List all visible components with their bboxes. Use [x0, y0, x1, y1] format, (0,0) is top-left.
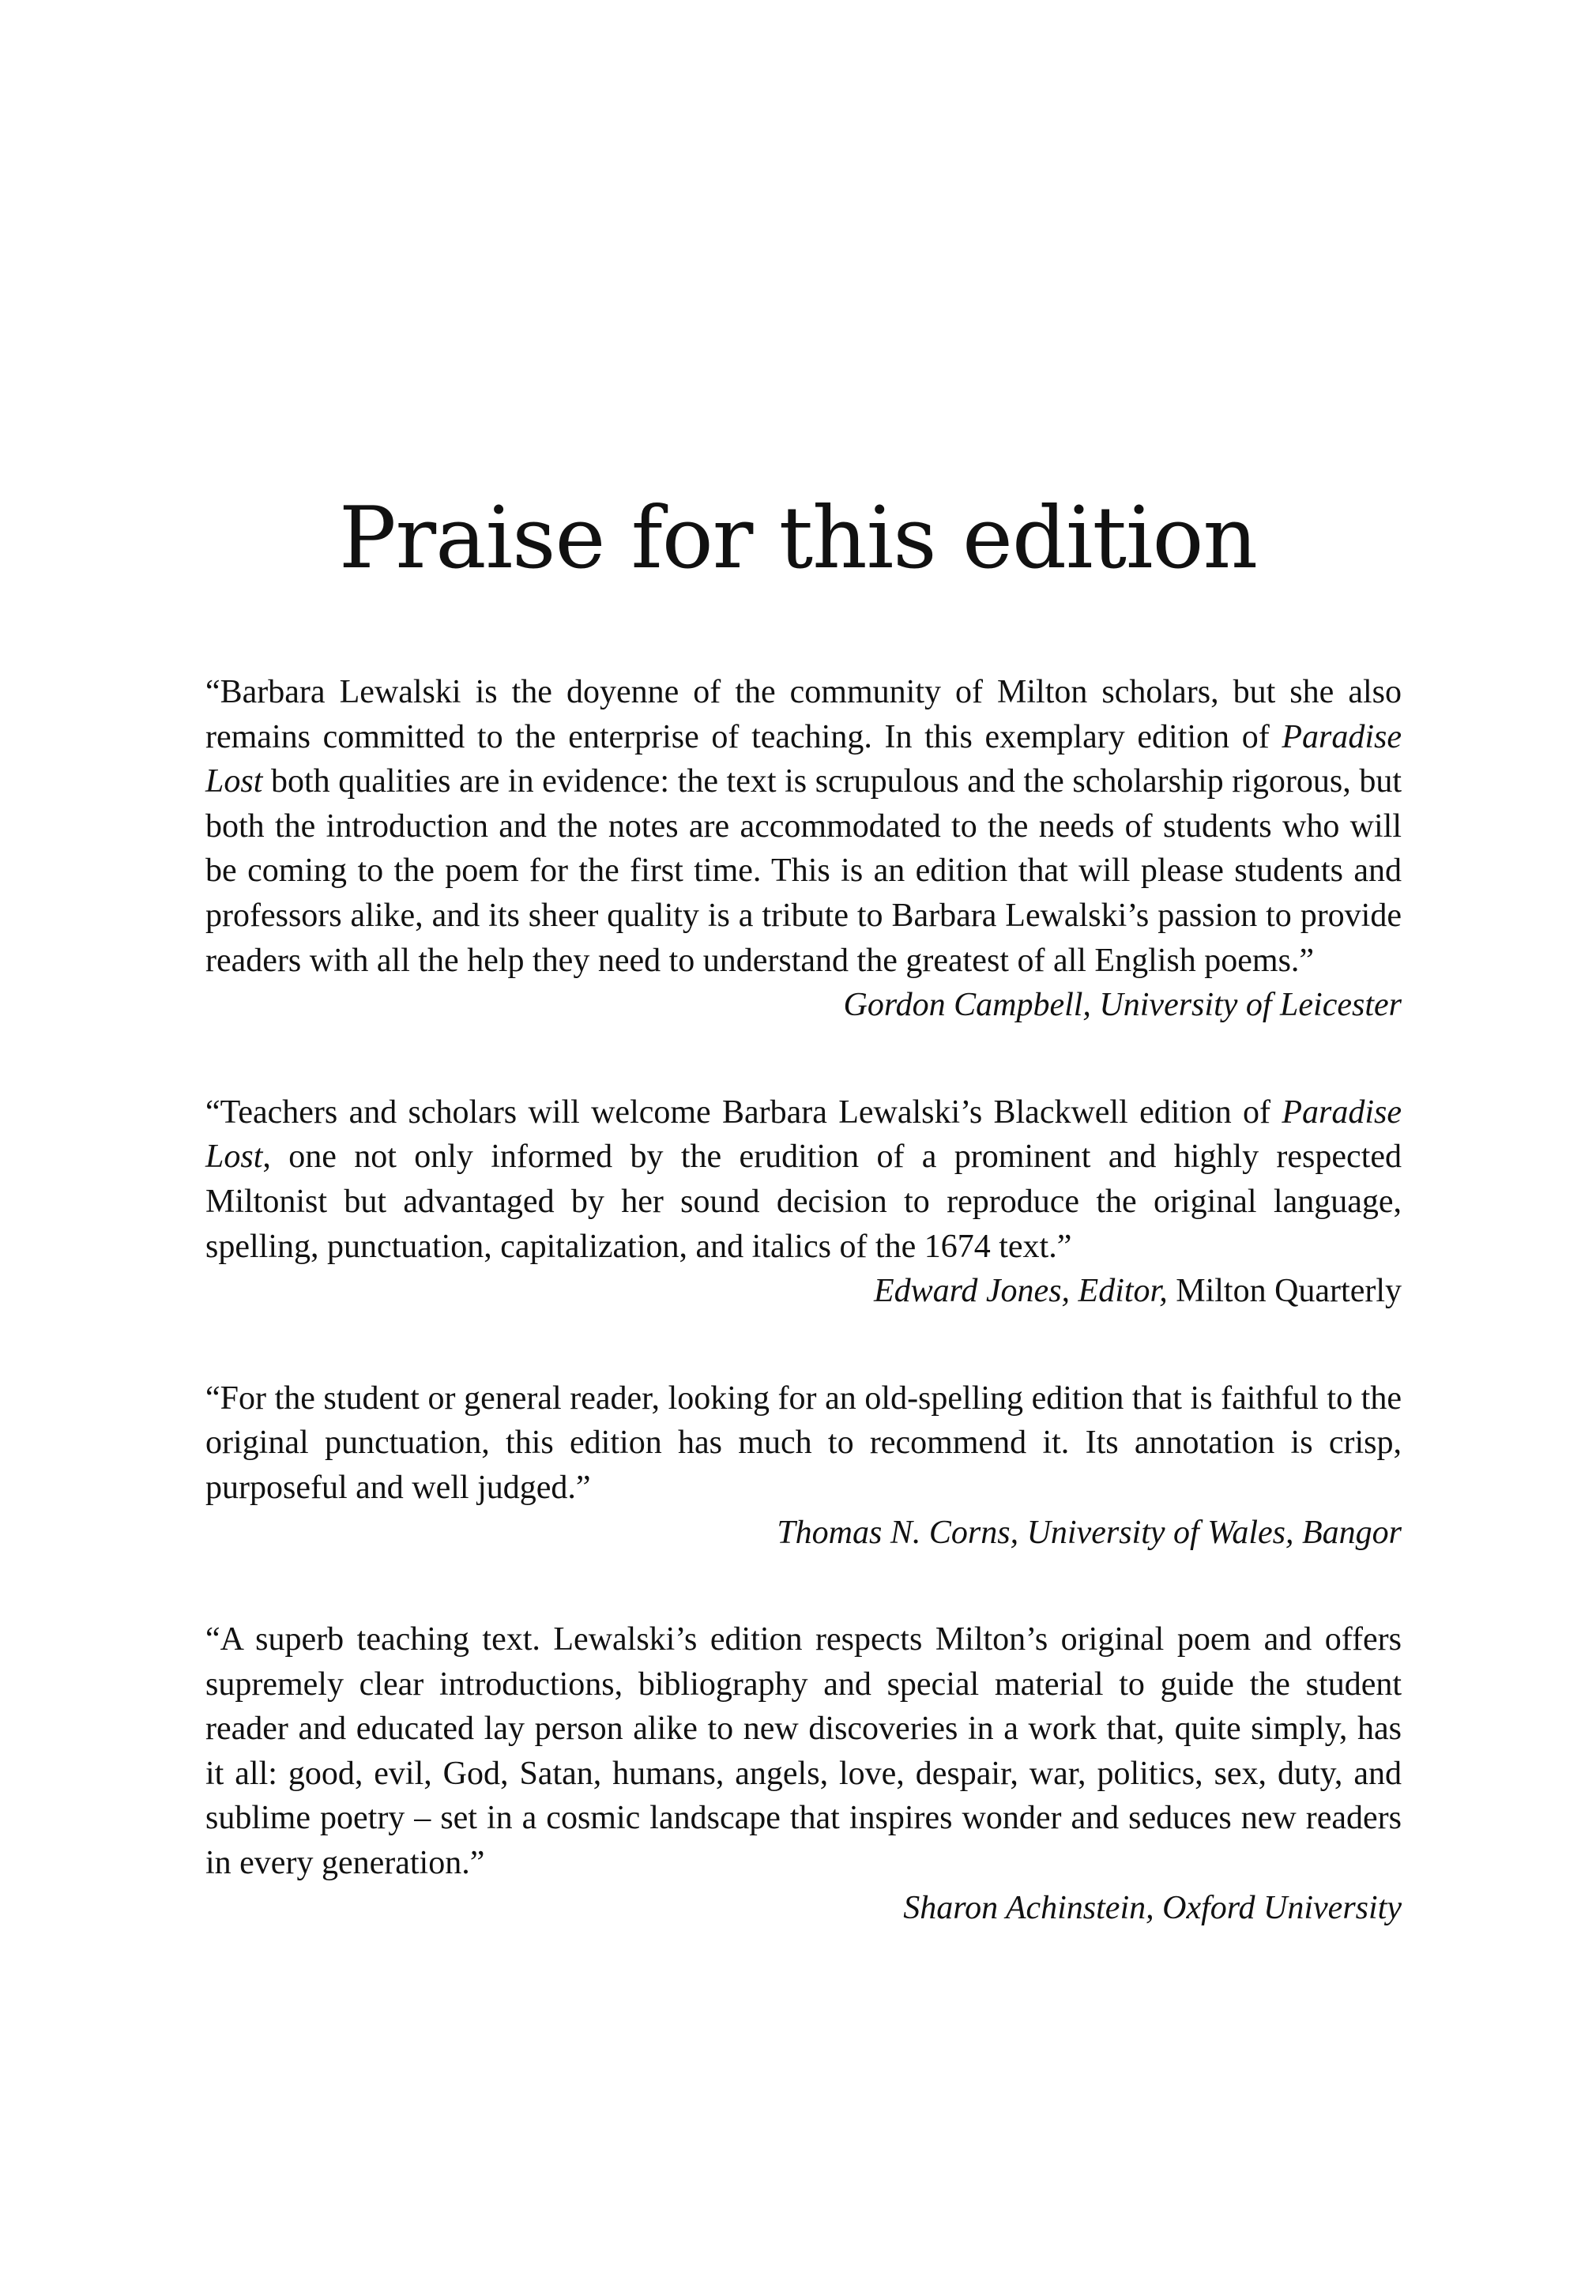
book-title-italic: Paradise Lost	[205, 718, 1402, 800]
quote-text	[205, 670, 1402, 983]
attribution-author: Edward Jones, Editor,	[873, 1273, 1176, 1310]
praise-quote-achinstein	[205, 1617, 1402, 1930]
quote-attribution: Gordon Campbell, University of Leicester	[843, 987, 1402, 1024]
book-title-italic: Paradise Lost	[205, 1093, 1402, 1176]
quote-text-part: “Barbara Lewalski is the doyenne of the community of Milton scholars, but she also remains committed to the enterprise of teaching. In this exemplary edition of	[205, 674, 1402, 755]
quote-text-part: “Teachers and scholars will welcome Barbara Lewalski’s Blackwell edition of	[205, 1093, 1282, 1131]
praise-quote-corns	[205, 1376, 1402, 1555]
page-title: Praise for this edition	[338, 489, 1258, 588]
quote-text	[205, 1090, 1402, 1269]
praise-quotes	[205, 670, 1402, 1993]
praise-quote-campbell	[205, 670, 1402, 1028]
quote-attribution: Sharon Achinstein, Oxford University	[903, 1889, 1402, 1926]
quote-text: “For the student or general reader, looking for an old-spelling edition that is faithful to the original punctuation, this edition has much to recommend it. Its annotation is crisp, purposeful and well judged.”	[205, 1379, 1402, 1506]
quote-attribution	[205, 1269, 1402, 1314]
attribution-publication: Milton Quarterly	[1176, 1273, 1402, 1310]
quote-attribution: Thomas N. Corns, University of Wales, Bangor	[777, 1514, 1402, 1551]
quote-text-part: , one not only informed by the erudition of a prominent and highly respected Miltonist but advantaged by her sound decision to reproduce the original language, spelling, punctuation, capitalization, and italics of the 1674 text.”	[205, 1139, 1402, 1265]
praise-quote-jones	[205, 1090, 1402, 1314]
quote-text: “A superb teaching text. Lewalski’s edition respects Milton’s original poem and offers supremely clear introductions, bibliography and special material to guide the student reader and educated lay person alike to new discoveries in a work that, quite simply, has it all: good, evil, God, Satan, humans, angels, love, despair, war, politics, sex, duty, and sublime poetry – set in a cosmic landscape that inspires wonder and seduces new readers in every generation.”	[205, 1621, 1402, 1882]
quote-text-part: both qualities are in evidence: the text is scrupulous and the scholarship rigorous, but both the introduction and the notes are accommodated to the needs of students who will be coming to the poem for the first time. This is an edition that will please students and professors alike, and its sheer quality is a tribute to Barbara Lewalski’s passion to provide readers with all the help they need to understand the greatest of all English poems.”	[205, 763, 1402, 979]
